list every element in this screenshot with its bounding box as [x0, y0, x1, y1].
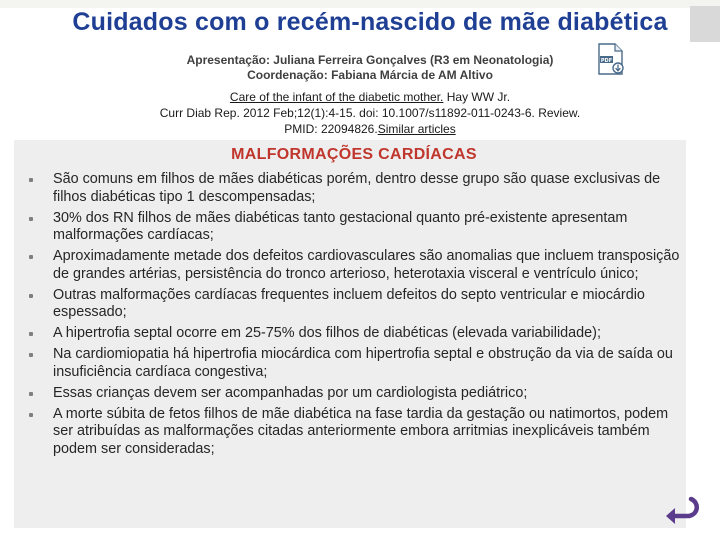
bullet-icon: [29, 217, 33, 221]
list-item: [26, 210, 686, 245]
reference-pmid-line: [0, 121, 720, 137]
bullet-icon: [29, 178, 33, 182]
return-arrow-icon[interactable]: [660, 494, 700, 528]
coordinator-line: Coordenação: Fabiana Márcia de AM Altivo: [247, 68, 493, 82]
pdf-file-icon[interactable]: [596, 43, 626, 77]
bullet-list: [26, 171, 686, 462]
list-item: [26, 406, 686, 459]
bullet-text: Outras malformações cardíacas frequentes incluem defeitos do septo ventricular e miocárdio espessado;: [53, 286, 645, 321]
bullet-text: São comuns em filhos de mães diabéticas porém, dentro desse grupo são quase exclusivas de filhos diabéticas tipo 1 descompensadas;: [53, 171, 661, 205]
list-item: [26, 385, 686, 403]
bullet-text: Essas crianças devem ser acompanhadas por um cardiologista pediátrico;: [53, 384, 528, 401]
svg-text:PDF: PDF: [600, 57, 613, 64]
bullet-icon: [29, 392, 33, 396]
similar-articles-link[interactable]: Similar articles: [377, 122, 456, 136]
reference-author: Hay WW Jr.: [443, 90, 511, 104]
bullet-text: A hipertrofia septal ocorre em 25-75% dos filhos de diabéticas (elevada variabilidade);: [53, 325, 601, 342]
bullet-icon: [29, 332, 33, 336]
reference-citation: Curr Diab Rep. 2012 Feb;12(1):4-15. doi: 10.1007/s11892-011-0243-6. Review.: [159, 106, 581, 120]
bullet-text: A morte súbita de fetos filhos de mãe diabética na fase tardia da gestação ou natimortos, podem ser atribuídas as malformações citadas anteriormente embora arritmias inexplicáveis também podem ser consideradas;: [53, 405, 669, 458]
reference-title-line: [0, 89, 720, 105]
bullet-icon: [29, 255, 33, 259]
reference-article-link[interactable]: Care of the infant of the diabetic mother.: [229, 90, 444, 104]
bullet-icon: [29, 413, 33, 417]
bullet-icon: [29, 294, 33, 298]
bullet-text: Aproximadamente metade dos defeitos cardiovasculares são anomalias que incluem transposição de grandes artérias, persistência do tronco arterioso, heterotaxia visceral e ventrículo único;: [53, 248, 680, 282]
bullet-text: 30% dos RN filhos de mães diabéticas tanto gestacional quanto pré-existente apresentam malformações cardíacas;: [53, 209, 628, 244]
list-item: [26, 325, 686, 343]
list-item: [26, 287, 686, 322]
reference-block: [0, 89, 720, 137]
section-heading: MALFORMAÇÕES CARDÍACAS: [231, 146, 477, 163]
slide-title: Cuidados com o recém-nascido de mãe diabética: [72, 8, 668, 36]
list-item: [26, 171, 686, 206]
reference-pmid: PMID: 22094826.: [284, 122, 378, 136]
list-item: [26, 346, 686, 381]
top-strip: [0, 0, 720, 8]
list-item: [26, 248, 686, 283]
presenter-line: Apresentação: Juliana Ferreira Gonçalves (R3 em Neonatologia): [186, 53, 554, 67]
bullet-text: Na cardiomiopatia há hipertrofia miocárdica com hipertrofia septal e obstrução da via de saída ou insuficiência cardíaca congestiva;: [53, 346, 673, 380]
bullet-icon: [29, 353, 33, 357]
